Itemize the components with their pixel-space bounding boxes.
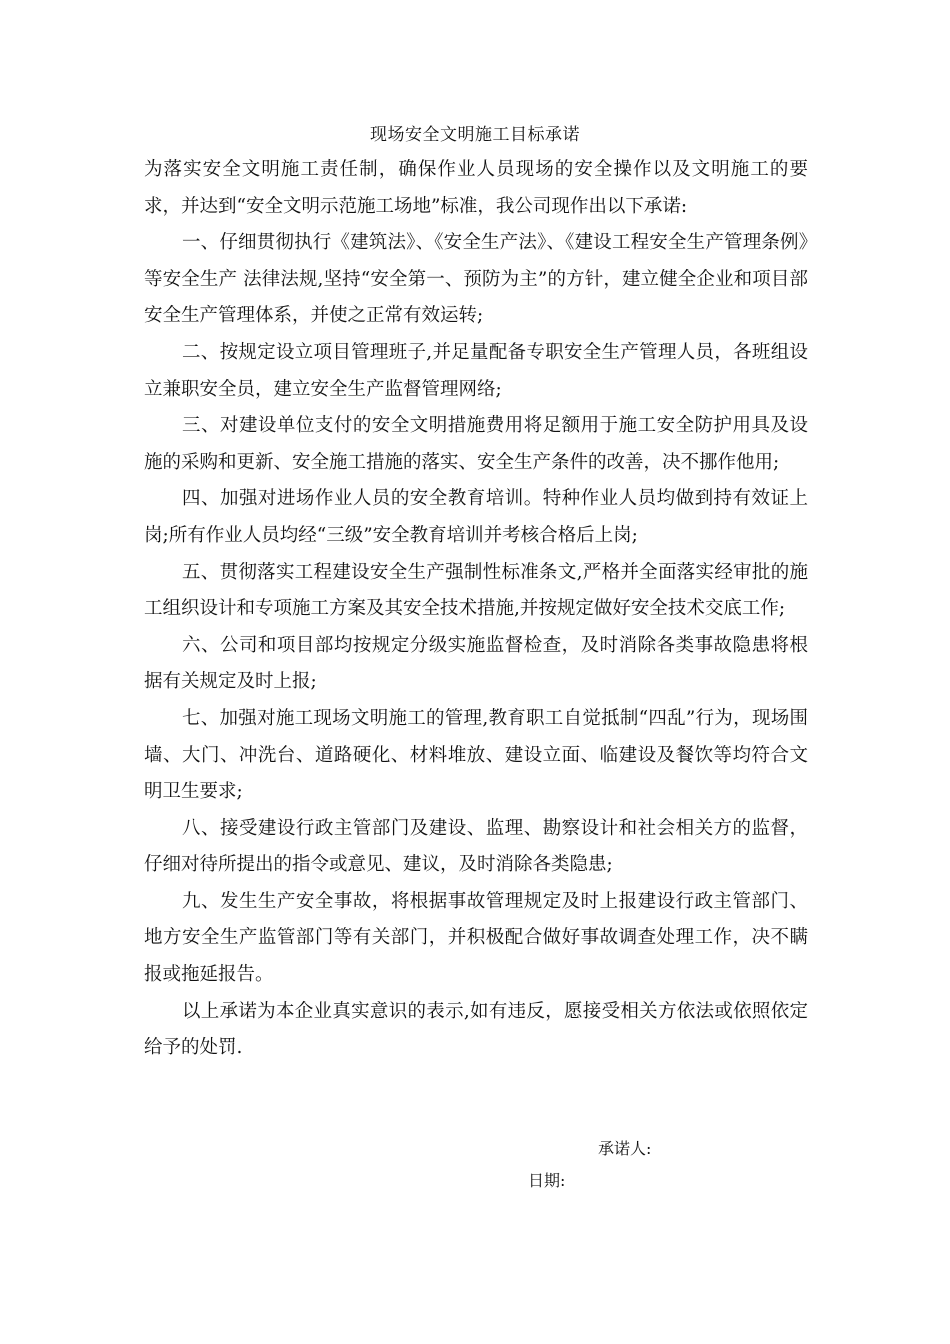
commitment-item-7: 七、加强对施工现场文明施工的管理,教育职工自觉抵制“四乱”行为，现场围墙、大门、冲洗台、道路硬化、材料堆放、建设立面、临建设及餐饮等均符合文明卫生要求; [144,707,808,803]
commitment-item-3: 三、对建设单位支付的安全文明措施费用将足额用于施工安全防护用具及设施的采购和更新、安全施工措施的落实、安全生产条件的改善，决不挪作他用; [144,415,808,473]
commitment-item-1: 一、仔细贯彻执行《建筑法》、《安全生产法》、《建设工程安全生产管理条例》等安全生产 法律法规,坚持“安全第一、预防为主”的方针，建立健全企业和项目部安全生产管理体系，并使之正常有效运转; [144,232,808,327]
commitment-item-9: 九、发生生产安全事故，将根据事故管理规定及时上报建设行政主管部门、地方安全生产监管部门等有关部门，并积极配合做好事故调查处理工作，决不瞒报或拖延报告。 [144,890,808,986]
document-title: 现场安全文明施工目标承诺 [370,125,580,145]
commitment-item-6: 六、公司和项目部均按规定分级实施监督检查，及时消除各类事故隐患将根据有关规定及时上报; [144,634,808,693]
commitment-item-4: 四、加强对进场作业人员的安全教育培训。特种作业人员均做到持有效证上岗;所有作业人员均经“三级”安全教育培训并考核合格后上岗; [144,488,808,546]
commitment-item-8: 八、接受建设行政主管部门及建设、监理、勘察设计和社会相关方的监督，仔细对待所提出的指令或意见、建议，及时消除各类隐患; [144,817,808,876]
commitment-item-2: 二、按规定设立项目管理班子,并足量配备专职安全生产管理人员，各班组设立兼职安全员，建立安全生产监督管理网络; [144,341,808,400]
closing-statement: 以上承诺为本企业真实意识的表示,如有违反，愿接受相关方依法或依照依定给予的处罚. [144,1000,808,1059]
commitment-item-5: 五、贯彻落实工程建设安全生产强制性标准条文,严格并全面落实经审批的施工组织设计和专项施工方案及其安全技术措施,并按规定做好安全技术交底工作; [144,561,808,620]
date-label: 日期: [528,1171,566,1190]
document-body [144,152,808,1067]
signer-label: 承诺人: [598,1139,652,1158]
intro-paragraph: 为落实安全文明施工责任制，确保作业人员现场的安全操作以及文明施工的要求，并达到“安全文明示范施工场地”标准，我公司现作出以下承诺: [144,159,808,217]
